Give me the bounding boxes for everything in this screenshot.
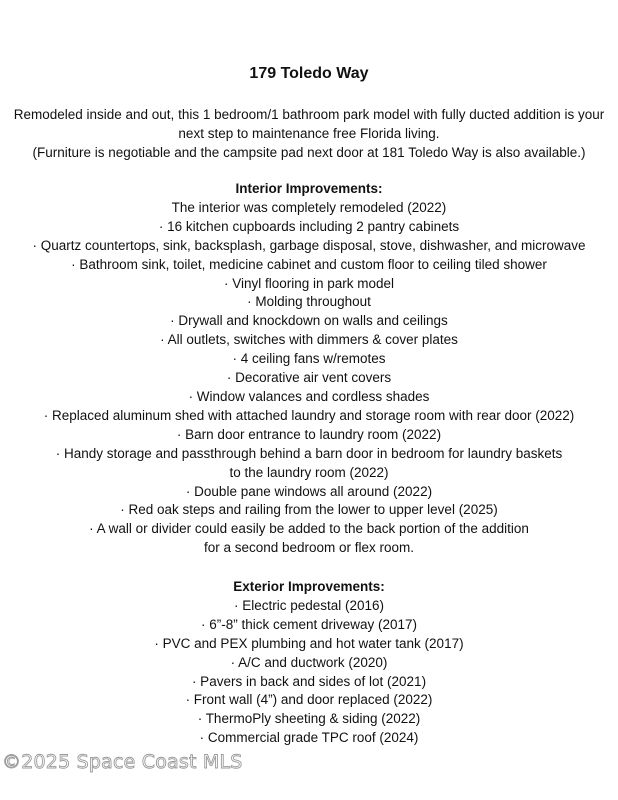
intro-line: next step to maintenance free Florida living. xyxy=(178,126,440,141)
interior-line: The interior was completely remodeled (2022) xyxy=(171,199,447,215)
interior-line: · Molding throughout xyxy=(247,294,371,310)
interior-heading: Interior Improvements: xyxy=(235,181,383,196)
interior-line: · A wall or divider could easily be added to the back portion of the addition xyxy=(89,521,529,537)
mls-watermark: ©2025 Space Coast MLS xyxy=(2,751,243,773)
interior-line: · 16 kitchen cupboards including 2 pantry cabinets xyxy=(158,218,460,234)
interior-line: · Replaced aluminum shed with attached laundry and storage room with rear door (2022) xyxy=(43,407,575,423)
interior-improvements-section xyxy=(0,180,618,558)
exterior-line: · Commercial grade TPC roof (2024) xyxy=(199,730,419,746)
intro-line: Remodeled inside and out, this 1 bedroom/1 bathroom park model with fully ducted addition is your xyxy=(13,107,605,122)
exterior-line: · Pavers in back and sides of lot (2021) xyxy=(191,673,427,689)
interior-line: for a second bedroom or flex room. xyxy=(203,540,415,556)
exterior-line: · PVC and PEX plumbing and hot water tank (2017) xyxy=(154,635,464,651)
interior-line: · Double pane windows all around (2022) xyxy=(185,483,433,499)
page-title: 179 Toledo Way xyxy=(249,65,369,82)
interior-line: to the laundry room (2022) xyxy=(229,464,389,480)
interior-line: · Bathroom sink, toilet, medicine cabinet and custom floor to ceiling tiled shower xyxy=(71,256,547,272)
intro-line: (Furniture is negotiable and the campsite pad next door at 181 Toledo Way is also available.) xyxy=(32,145,586,160)
interior-line: · Barn door entrance to laundry room (2022) xyxy=(176,426,442,442)
intro-paragraph xyxy=(0,105,618,162)
exterior-line: · ThermoPly sheeting & siding (2022) xyxy=(197,711,421,727)
interior-line: · 4 ceiling fans w/remotes xyxy=(232,351,386,367)
interior-line: · Red oak steps and railing from the lower to upper level (2025) xyxy=(120,502,498,518)
interior-line: · Drywall and knockdown on walls and ceilings xyxy=(170,313,448,329)
interior-line: · Handy storage and passthrough behind a barn door in bedroom for laundry baskets xyxy=(55,445,563,461)
exterior-improvements-section xyxy=(0,578,618,748)
interior-line: · Vinyl flooring in park model xyxy=(223,275,395,291)
exterior-line: · Electric pedestal (2016) xyxy=(233,597,385,613)
exterior-line: · Front wall (4”) and door replaced (2022) xyxy=(185,692,433,708)
exterior-heading: Exterior Improvements: xyxy=(233,579,385,594)
interior-line: · Decorative air vent covers xyxy=(226,370,392,386)
exterior-line: · 6”-8” thick cement driveway (2017) xyxy=(200,616,418,632)
interior-line: · Quartz countertops, sink, backsplash, garbage disposal, stove, dishwasher, and microwave xyxy=(32,237,586,253)
exterior-line: · A/C and ductwork (2020) xyxy=(230,654,388,670)
interior-line: · All outlets, switches with dimmers & cover plates xyxy=(160,332,458,348)
interior-line: · Window valances and cordless shades xyxy=(188,388,430,404)
